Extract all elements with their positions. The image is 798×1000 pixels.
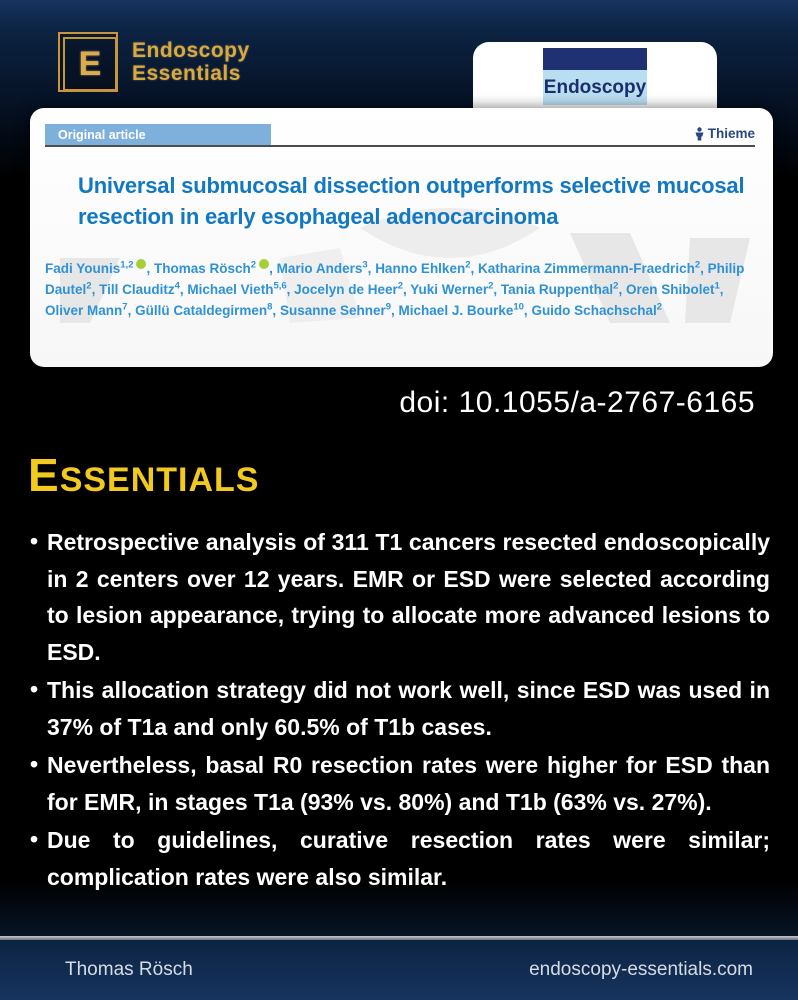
author-name: Güllü Cataldegirmen [135,303,268,318]
journal-name: Endoscopy [543,76,647,98]
brand-logo-inner-frame [63,37,117,91]
author-name: Jocelyn de Heer [294,282,398,297]
journal-tab [473,42,717,112]
essentials-heading-rest: SSENTIALS [59,461,260,499]
brand-logo-letter: E [78,44,102,83]
author-name: Guido Schachschal [531,303,657,318]
brand-logo [58,32,250,92]
bullet-text: This allocation strategy did not work well, since ESD was used in 37% of T1a and only 60.5% of T1b cases. [47,677,770,740]
brand-name [132,39,250,85]
author-name: Yuki Werner [410,282,489,297]
author-affiliation-superscript: 3 [362,259,368,271]
author-name: Michael J. Bourke [398,303,514,318]
bullet-icon: • [30,751,39,777]
essential-bullet [30,524,770,670]
author-name: Thomas Rösch [154,261,251,276]
author-name: Till Clauditz [99,282,175,297]
author-affiliation-superscript: 2 [613,280,619,292]
footer-author: Thomas Rösch [65,959,193,980]
author-affiliation-superscript: 4 [174,280,180,292]
orcid-icon [136,259,146,269]
footer [0,940,798,1000]
article-type-badge [45,124,271,146]
bullet-icon: • [30,826,39,852]
essentials-heading [28,448,260,502]
journal-logo-title-box [543,70,647,105]
author-name: Michael Vieth [187,282,274,297]
author-name: Oliver Mann [45,303,123,318]
author-affiliation-superscript: 2 [250,259,257,271]
bullet-icon: • [30,676,39,702]
author-affiliation-superscript: 2 [86,280,92,292]
author-name: Hanno Ehlken [375,261,466,276]
author-affiliation-superscript: 2 [488,280,494,292]
brand-name-line2: Essentials [132,62,241,85]
author-name: Susanne Sehner [279,303,386,318]
author-affiliation-superscript: 1,2 [120,259,134,271]
author-affiliation-superscript: 7 [122,301,128,313]
author-affiliation-superscript: 8 [267,301,273,313]
article-type-label: Original article [58,128,146,142]
publisher-name: Thieme [707,126,755,141]
thieme-figure-icon [694,127,705,141]
author-affiliation-superscript: 1 [714,280,720,292]
bullet-icon: • [30,528,39,554]
journal-logo-band [543,48,647,70]
author-affiliation-superscript: 2 [694,259,701,271]
author-affiliation-superscript: 2 [397,280,404,292]
bullet-text: Nevertheless, basal R0 resection rates were higher for ESD than for EMR, in stages T1a (93% vs. 80%) and T1b (63% vs. 27%). [47,752,770,815]
article-header-card [30,108,773,367]
author-name: Mario Anders [276,261,363,276]
orcid-icon [259,259,269,269]
author-affiliation-superscript: 2 [465,259,471,271]
author-name: Tania Ruppenthal [500,282,614,297]
brand-logo-mark [58,32,118,92]
article-title: Universal submucosal dissection outperforms selective mucosal resection in early esophageal adenocarcinoma [78,173,745,229]
author-affiliation-superscript: 9 [385,301,392,313]
author-name: Katharina Zimmermann-Fraedrich [478,261,695,276]
bullet-text: Retrospective analysis of 311 T1 cancers resected endoscopically in 2 centers over 12 years. EMR or ESD were selected according to lesion appearance, trying to allocate more advanced lesions to ESD. [47,529,770,665]
essential-bullet [30,672,770,745]
journal-logo [543,48,647,105]
footer-website: endoscopy-essentials.com [529,959,753,980]
essential-bullet [30,747,770,820]
author-affiliation-superscript: 5,6 [273,280,287,292]
publisher-logo [694,126,755,141]
brand-name-line1: Endoscopy [132,39,250,62]
essential-bullet [30,822,770,895]
author-affiliation-superscript: 10 [513,301,524,313]
essentials-list [30,524,770,897]
author-name: Fadi Younis [45,261,121,276]
bullet-text: Due to guidelines, curative resection rates were similar; complication rates were also similar. [47,827,770,890]
essentials-heading-capital: E [28,449,60,501]
author-name: Philip Dautel [45,261,745,297]
author-affiliation-superscript: 2 [656,301,663,313]
doi-text: doi: 10.1055/a-2767-6165 [399,386,755,419]
header-rule [45,145,755,147]
author-list: Fadi Younis$^{1,2}$ , Thomas Rösch$^2$ , Mario Anders$^3$, Hanno Ehlken$^2$, Katharina Zimmermann-Fraedrich$^2$, Philip Dautel$^2$, Till Clauditz$^4$, Michael Vieth$^{5,6}$, Jocelyn de Heer$^2$, Yuki Werner$^2$, Tania Ruppenthal$^2$, Oren Shibolet$^1$, Oliver Mann$^7$, Güllü Cataldegirmen$^8$, Susanne Sehner$^9$, Michael J. Bourke$^{10}$, Guido Schachschal$^2$ [45,259,745,318]
author-name: Oren Shibolet [625,282,715,297]
